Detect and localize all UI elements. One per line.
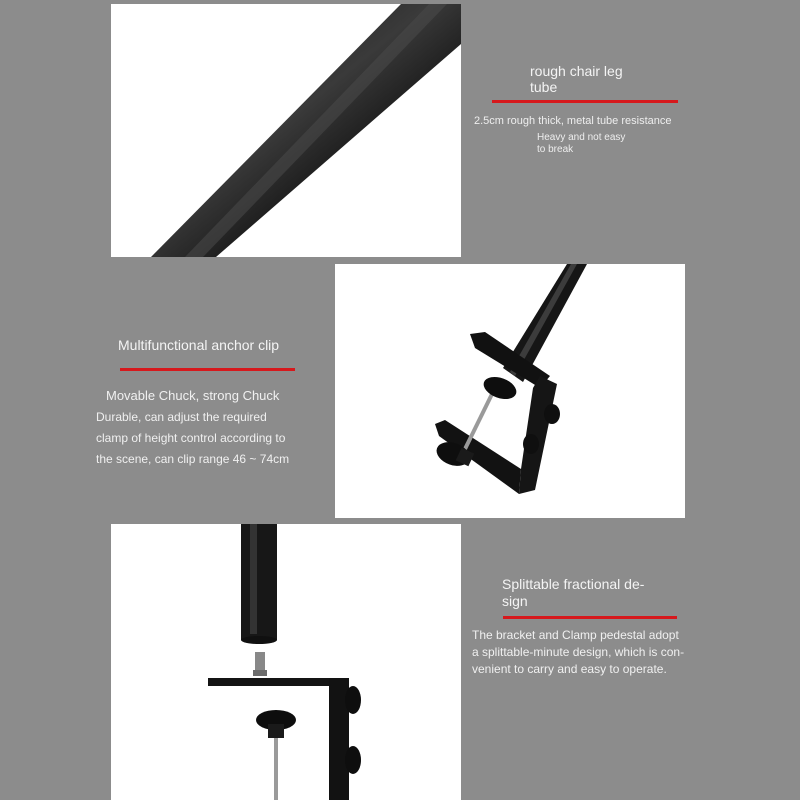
section1-title-line1: rough chair leg [530, 63, 623, 79]
section1-line1: 2.5cm rough thick, metal tube resistance [474, 115, 672, 127]
section3-title-line1: Splittable fractional de- [502, 576, 645, 592]
splittable-design-photo [111, 524, 461, 800]
section1-line3: to break [537, 144, 574, 155]
section3-body-line3: venient to carry and easy to operate. [472, 662, 667, 676]
section3-title-line2: sign [502, 593, 528, 609]
section3-divider [503, 616, 677, 619]
tube-photo [111, 4, 461, 257]
section2-subtitle: Movable Chuck, strong Chuck [106, 388, 280, 403]
section2-body-line2: clamp of height control according to [96, 431, 286, 445]
section2-divider [120, 368, 295, 371]
section2-title: Multifunctional anchor clip [118, 337, 280, 353]
section2-body-line3: the scene, can clip range 46 ~ 74cm [96, 452, 290, 466]
section1-divider [492, 100, 678, 103]
section1-line2: Heavy and not easy [537, 132, 626, 143]
section2-body-line1: Durable, can adjust the required [96, 410, 267, 424]
anchor-clip-photo [335, 264, 685, 518]
section1-title-line2: tube [530, 79, 558, 95]
section3-body-line2: a splittable-minute design, which is con- [472, 645, 685, 659]
section3-body-line1: The bracket and Clamp pedestal adopt [472, 628, 679, 642]
